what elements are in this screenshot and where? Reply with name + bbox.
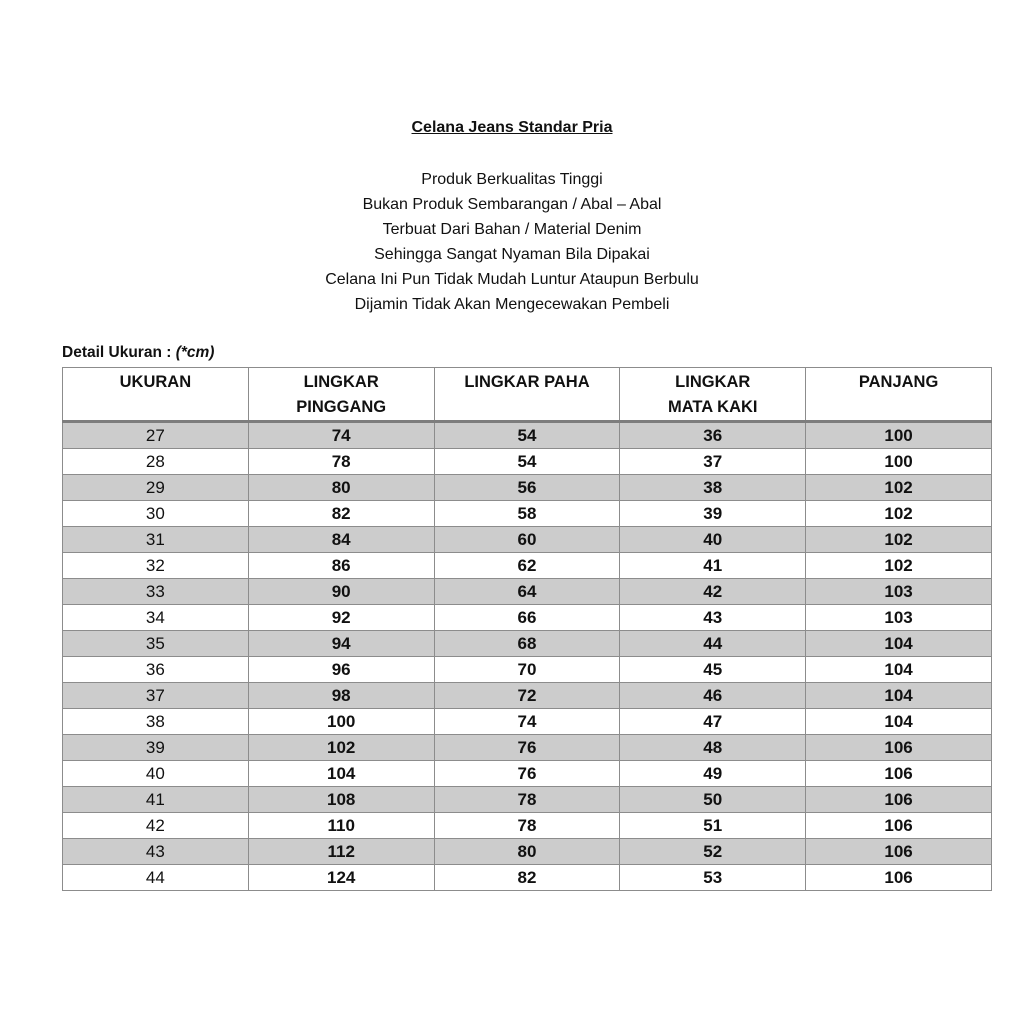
length-cell: 102 — [806, 553, 992, 579]
ankle-cell: 46 — [620, 683, 806, 709]
size-cell: 31 — [63, 527, 249, 553]
table-row — [63, 422, 992, 449]
thigh-cell: 82 — [434, 865, 620, 891]
waist-cell: 80 — [248, 475, 434, 501]
thigh-cell: 60 — [434, 527, 620, 553]
ankle-cell: 52 — [620, 839, 806, 865]
length-cell: 106 — [806, 865, 992, 891]
length-cell: 102 — [806, 501, 992, 527]
size-cell: 30 — [63, 501, 249, 527]
table-row — [63, 839, 992, 865]
header-lingkar-mata-kaki — [620, 368, 806, 422]
ankle-cell: 41 — [620, 553, 806, 579]
waist-cell: 102 — [248, 735, 434, 761]
header-lingkar-paha — [434, 368, 620, 422]
description-line: Bukan Produk Sembarangan / Abal – Abal — [362, 196, 662, 213]
size-cell: 28 — [63, 449, 249, 475]
length-cell: 106 — [806, 735, 992, 761]
thigh-cell: 80 — [434, 839, 620, 865]
ankle-cell: 47 — [620, 709, 806, 735]
unit-note: (*cm) — [175, 344, 215, 361]
size-cell: 33 — [63, 579, 249, 605]
header-lingkar-pinggang — [248, 368, 434, 422]
size-detail-text: Detail Ukuran : — [62, 344, 176, 361]
waist-cell: 104 — [248, 761, 434, 787]
table-row — [63, 605, 992, 631]
ankle-cell: 39 — [620, 501, 806, 527]
thigh-cell: 74 — [434, 709, 620, 735]
size-cell: 34 — [63, 605, 249, 631]
ankle-cell: 45 — [620, 657, 806, 683]
table-row — [63, 553, 992, 579]
waist-cell: 110 — [248, 813, 434, 839]
table-header-row — [63, 368, 992, 422]
table-row — [63, 813, 992, 839]
header-text-line: MATA KAKI — [668, 398, 758, 416]
thigh-cell: 76 — [434, 735, 620, 761]
length-cell: 103 — [806, 605, 992, 631]
ankle-cell: 48 — [620, 735, 806, 761]
length-cell: 102 — [806, 527, 992, 553]
length-cell: 100 — [806, 449, 992, 475]
table-row — [63, 761, 992, 787]
ankle-cell: 40 — [620, 527, 806, 553]
table-row — [63, 475, 992, 501]
length-cell: 104 — [806, 657, 992, 683]
table-row — [63, 527, 992, 553]
waist-cell: 112 — [248, 839, 434, 865]
length-cell: 100 — [806, 422, 992, 449]
ankle-cell: 36 — [620, 422, 806, 449]
description-line: Celana Ini Pun Tidak Mudah Luntur Ataupun Berbulu — [325, 271, 699, 288]
size-cell: 44 — [63, 865, 249, 891]
thigh-cell: 58 — [434, 501, 620, 527]
header-panjang — [806, 368, 992, 422]
size-cell: 42 — [63, 813, 249, 839]
length-cell: 104 — [806, 683, 992, 709]
thigh-cell: 64 — [434, 579, 620, 605]
ankle-cell: 51 — [620, 813, 806, 839]
table-row — [63, 579, 992, 605]
waist-cell: 92 — [248, 605, 434, 631]
waist-cell: 96 — [248, 657, 434, 683]
ankle-cell: 53 — [620, 865, 806, 891]
description-line: Produk Berkualitas Tinggi — [421, 171, 603, 188]
length-cell: 106 — [806, 839, 992, 865]
thigh-cell: 56 — [434, 475, 620, 501]
waist-cell: 84 — [248, 527, 434, 553]
thigh-cell: 76 — [434, 761, 620, 787]
header-ukuran — [63, 368, 249, 422]
waist-cell: 100 — [248, 709, 434, 735]
size-cell: 37 — [63, 683, 249, 709]
thigh-cell: 70 — [434, 657, 620, 683]
size-cell: 36 — [63, 657, 249, 683]
size-cell: 27 — [63, 422, 249, 449]
header-text-line: PANJANG — [858, 373, 939, 391]
ankle-cell: 43 — [620, 605, 806, 631]
waist-cell: 86 — [248, 553, 434, 579]
table-row — [63, 657, 992, 683]
waist-cell: 108 — [248, 787, 434, 813]
ankle-cell: 44 — [620, 631, 806, 657]
thigh-cell: 78 — [434, 787, 620, 813]
table-row — [63, 709, 992, 735]
length-cell: 106 — [806, 761, 992, 787]
length-cell: 104 — [806, 709, 992, 735]
size-cell: 43 — [63, 839, 249, 865]
thigh-cell: 62 — [434, 553, 620, 579]
waist-cell: 74 — [248, 422, 434, 449]
length-cell: 103 — [806, 579, 992, 605]
table-row — [63, 865, 992, 891]
table-row — [63, 787, 992, 813]
length-cell: 106 — [806, 813, 992, 839]
document-title: Celana Jeans Standar Pria — [411, 119, 613, 136]
table-row — [63, 449, 992, 475]
table-row — [63, 735, 992, 761]
size-cell: 40 — [63, 761, 249, 787]
thigh-cell: 54 — [434, 422, 620, 449]
length-cell: 102 — [806, 475, 992, 501]
size-chart-table — [62, 367, 992, 891]
ankle-cell: 50 — [620, 787, 806, 813]
thigh-cell: 78 — [434, 813, 620, 839]
waist-cell: 94 — [248, 631, 434, 657]
header-text-line: LINGKAR PAHA — [464, 373, 590, 391]
table-row — [63, 683, 992, 709]
waist-cell: 98 — [248, 683, 434, 709]
thigh-cell: 54 — [434, 449, 620, 475]
description-line: Terbuat Dari Bahan / Material Denim — [382, 221, 642, 238]
header-text-line: LINGKAR — [303, 373, 379, 391]
header-text-line: UKURAN — [119, 373, 192, 391]
length-cell: 106 — [806, 787, 992, 813]
ankle-cell: 42 — [620, 579, 806, 605]
size-cell: 35 — [63, 631, 249, 657]
description-line: Sehingga Sangat Nyaman Bila Dipakai — [374, 246, 650, 263]
size-cell: 38 — [63, 709, 249, 735]
thigh-cell: 72 — [434, 683, 620, 709]
waist-cell: 124 — [248, 865, 434, 891]
ankle-cell: 49 — [620, 761, 806, 787]
size-cell: 41 — [63, 787, 249, 813]
size-cell: 32 — [63, 553, 249, 579]
product-description — [0, 169, 1024, 319]
table-body — [63, 422, 992, 891]
table-row — [63, 631, 992, 657]
waist-cell: 78 — [248, 449, 434, 475]
header-text-line: LINGKAR — [675, 373, 751, 391]
thigh-cell: 68 — [434, 631, 620, 657]
size-cell: 39 — [63, 735, 249, 761]
header-text-line: PINGGANG — [296, 398, 387, 416]
length-cell: 104 — [806, 631, 992, 657]
thigh-cell: 66 — [434, 605, 620, 631]
table-row — [63, 501, 992, 527]
ankle-cell: 37 — [620, 449, 806, 475]
waist-cell: 82 — [248, 501, 434, 527]
size-cell: 29 — [63, 475, 249, 501]
ankle-cell: 38 — [620, 475, 806, 501]
description-line: Dijamin Tidak Akan Mengecewakan Pembeli — [354, 296, 670, 313]
size-detail-label — [62, 344, 214, 362]
waist-cell: 90 — [248, 579, 434, 605]
